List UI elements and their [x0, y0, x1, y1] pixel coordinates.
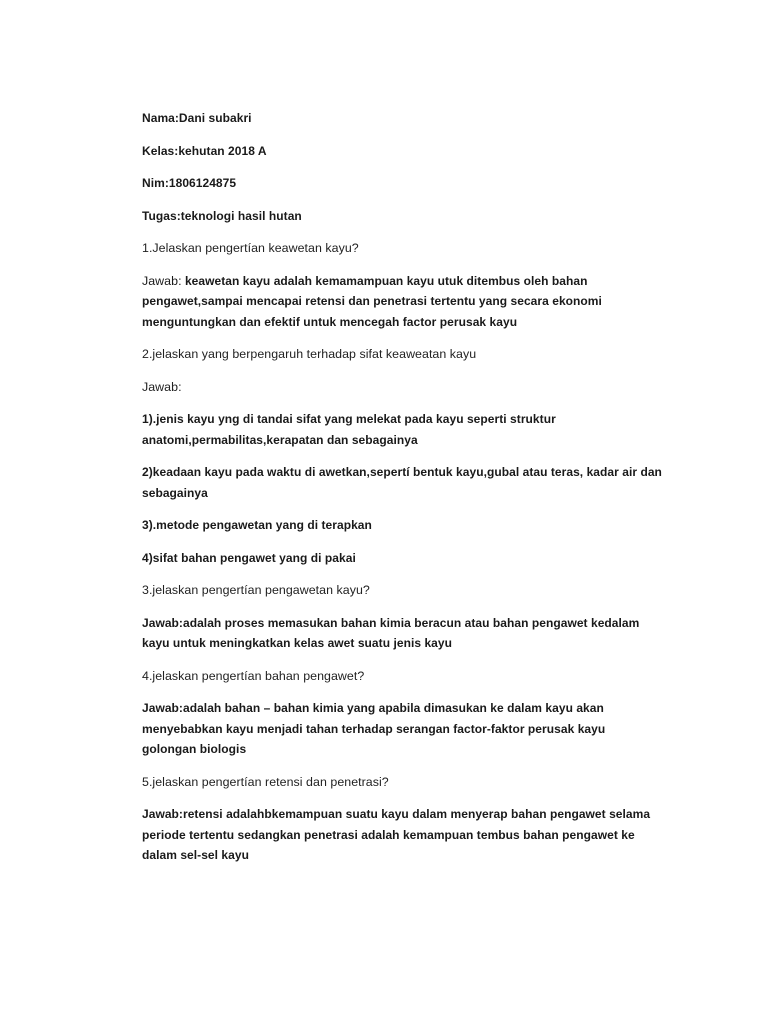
- question-1: 1.Jelaskan pengertían keawetan kayu?: [142, 241, 359, 255]
- answer-5: Jawab:retensi adalahbkemampuan suatu kayu dalam menyerap bahan pengawet selama periode tertentu sedangkan penetrasi adalah kemampuan tembus bahan pengawet ke dalam sel-sel kayu: [142, 807, 651, 862]
- answer-1-label: Jawab:: [142, 273, 182, 288]
- answer-2-point-3: 3).metode pengawetan yang di terapkan: [142, 518, 372, 532]
- answer-2-point-2: 2)keadaan kayu pada waktu di awetkan,sepertí bentuk kayu,gubal atau teras, kadar air dan sebagainya: [142, 465, 662, 500]
- question-2: 2.jelaskan yang berpengaruh terhadap sifat keaweatan kayu: [142, 347, 477, 361]
- answer-2-label: Jawab:: [142, 379, 182, 394]
- question-4: 4.jelaskan pengertían bahan pengawet?: [142, 668, 365, 683]
- answer-1-body: keawetan kayu adalah kemamampuan kayu utuk ditembus oleh bahan pengawet,sampai mencapai retensi dan penetrasi tertentu yang secara ekonomi menguntungkan dan efektif untuk mencegah factor perusak kayu: [142, 273, 602, 329]
- question-3: 3.jelaskan pengertían pengawetan kayu?: [142, 583, 370, 597]
- question-5: 5.jelaskan pengertían retensi dan penetrasi?: [142, 774, 389, 789]
- document-body: [142, 108, 662, 866]
- answer-3: Jawab:adalah proses memasukan bahan kimia beracun atau bahan pengawet kedalam kayu untuk meningkatkan kelas awet suatu jenis kayu: [142, 615, 640, 650]
- student-class: Kelas:kehutan 2018 A: [142, 143, 267, 158]
- answer-2-point-1: 1).jenis kayu yng di tandai sifat yang melekat pada kayu seperti struktur anatomi,permabilitas,kerapatan dan sebagainya: [142, 412, 556, 447]
- answer-4: Jawab:adalah bahan – bahan kimia yang apabila dimasukan ke dalam kayu akan menyebabkan kayu menjadi tahan terhadap serangan factor-faktor perusak kayu golongan biologis: [142, 701, 606, 756]
- answer-2-point-4: 4)sifat bahan pengawet yang di pakai: [142, 550, 356, 565]
- assignment-title: Tugas:teknologi hasil hutan: [142, 208, 302, 223]
- student-name: Nama:Dani subakri: [142, 111, 252, 125]
- student-nim: Nim:1806124875: [142, 176, 237, 190]
- answer-1: [142, 271, 662, 333]
